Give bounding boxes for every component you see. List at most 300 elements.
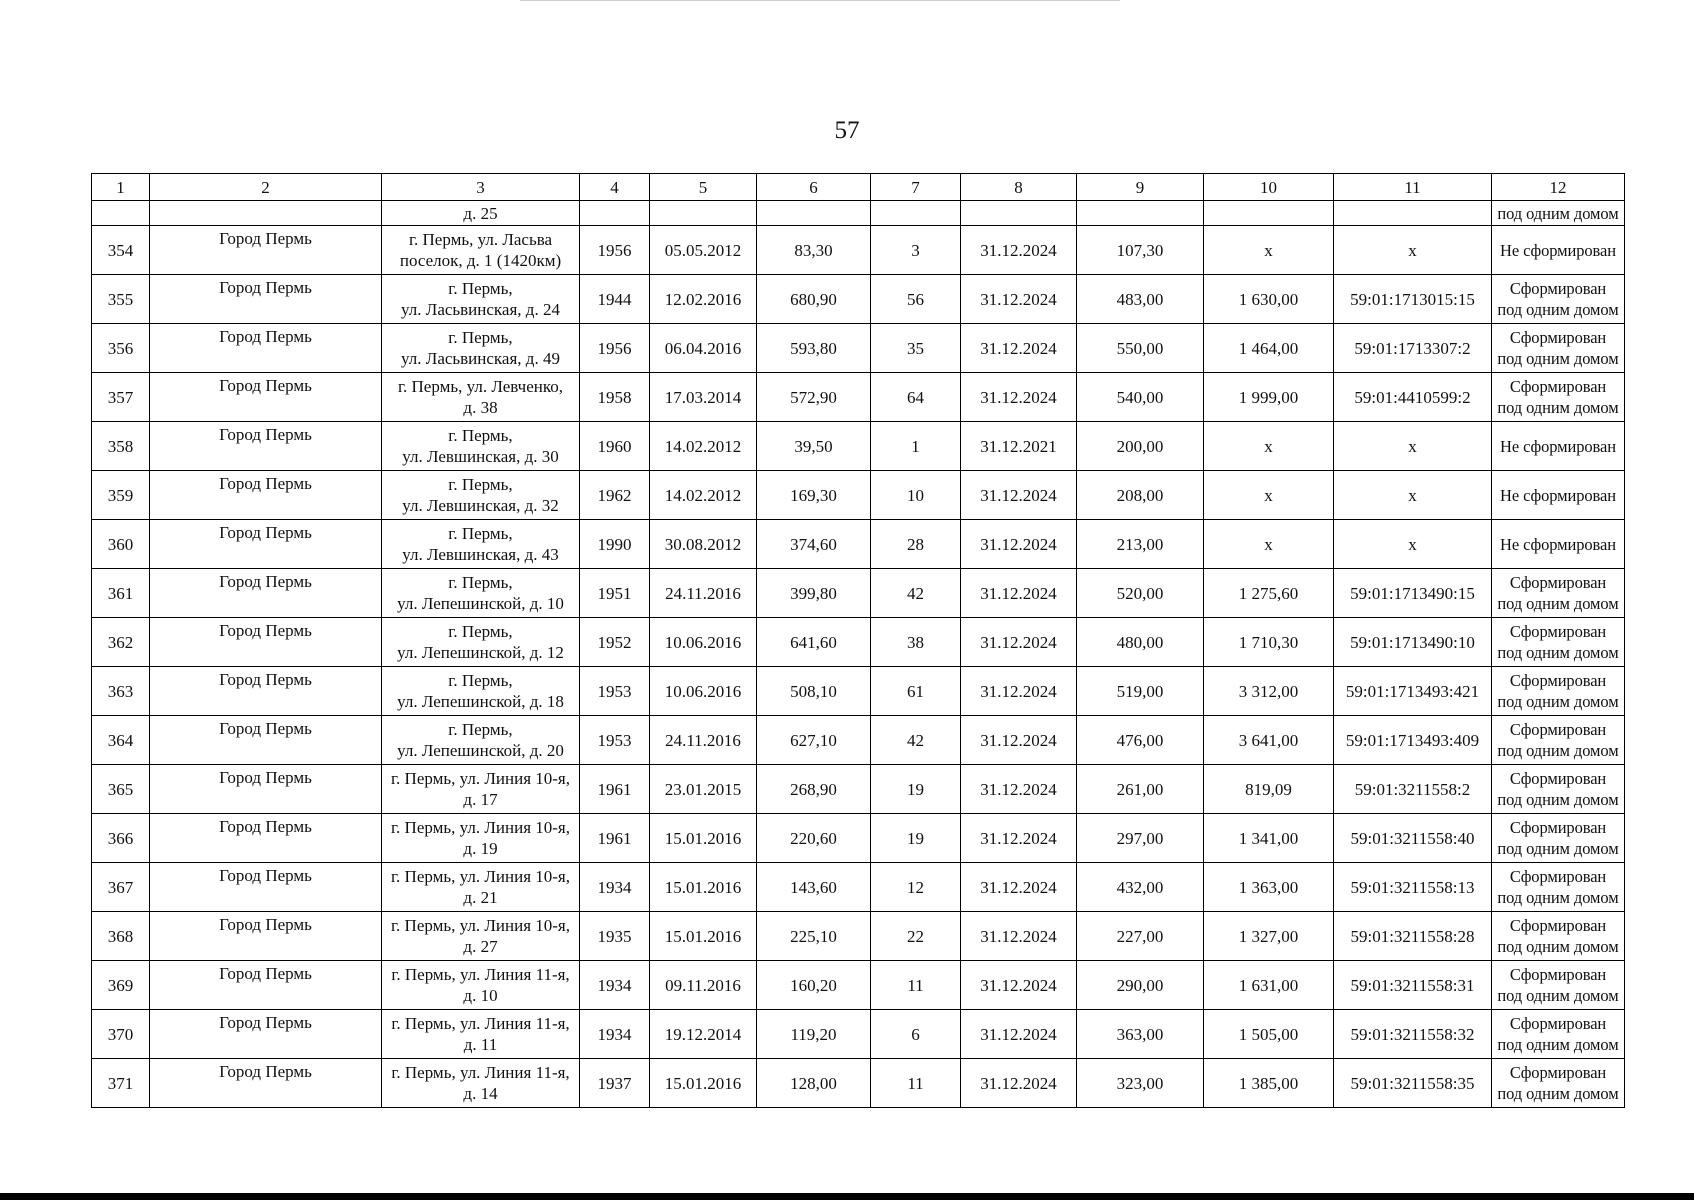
cell-address-line: г. Пермь, (448, 279, 513, 298)
cell-land-status-line: Не сформирован (1500, 436, 1616, 456)
cell-cadastral-number: 59:01:1713493:421 (1334, 667, 1492, 716)
cell-land-area: 1 327,00 (1204, 912, 1334, 961)
cell-empty (757, 201, 871, 226)
cell-address-line: г. Пермь, ул. Линия 11-я, (391, 965, 570, 984)
cell-address-line: д. 14 (463, 1084, 498, 1103)
cell-municipality: Город Пермь (150, 471, 382, 520)
cell-deadline: 31.12.2024 (961, 765, 1077, 814)
cell-residents: 1 (871, 422, 961, 471)
cell-date: 15.01.2016 (650, 863, 757, 912)
cell-land-status-line: Сформирован (1509, 916, 1607, 935)
cell-residents: 19 (871, 814, 961, 863)
column-header: 2 (150, 174, 382, 201)
cell-residents: 12 (871, 863, 961, 912)
cell-area: 641,60 (757, 618, 871, 667)
cell-deadline: 31.12.2024 (961, 863, 1077, 912)
cell-cadastral-number: 59:01:1713490:10 (1334, 618, 1492, 667)
cell-value: 483,00 (1077, 275, 1204, 324)
cell-date: 10.06.2016 (650, 667, 757, 716)
cell-residents: 19 (871, 765, 961, 814)
cell-land-area: 1 999,00 (1204, 373, 1334, 422)
cell-municipality: Город Пермь (150, 1059, 382, 1108)
cell-address (382, 961, 580, 1010)
cell-municipality: Город Пермь (150, 814, 382, 863)
cell-date: 05.05.2012 (650, 226, 757, 275)
cell-deadline: 31.12.2024 (961, 667, 1077, 716)
cell-land-status (1492, 226, 1625, 275)
cell-row-number: 363 (92, 667, 150, 716)
cell-municipality: Город Пермь (150, 324, 382, 373)
cell-land-status-line: под одним домом (1497, 349, 1619, 368)
cell-address-line: ул. Ласьвинская, д. 24 (401, 300, 560, 319)
cell-municipality: Город Пермь (150, 618, 382, 667)
cell-address-line: г. Пермь, ул. Линия 10-я, (391, 916, 570, 935)
cell-area: 593,80 (757, 324, 871, 373)
cell-row-number: 359 (92, 471, 150, 520)
cell-address-line: г. Пермь, ул. Линия 10-я, (391, 769, 570, 788)
table-row (92, 1059, 1625, 1108)
cell-deadline: 31.12.2024 (961, 471, 1077, 520)
cell-row-number: 371 (92, 1059, 150, 1108)
cell-address-line: ул. Лепешинской, д. 12 (397, 643, 564, 662)
cell-land-status-line: Не сформирован (1500, 240, 1616, 260)
cell-cadastral-number: х (1334, 226, 1492, 275)
cell-deadline: 31.12.2024 (961, 618, 1077, 667)
cell-date: 14.02.2012 (650, 471, 757, 520)
cell-land-status (1492, 569, 1625, 618)
cell-value: 519,00 (1077, 667, 1204, 716)
cell-value: 261,00 (1077, 765, 1204, 814)
cell-cadastral-number: 59:01:3211558:40 (1334, 814, 1492, 863)
table-row (92, 373, 1625, 422)
cell-row-number: 361 (92, 569, 150, 618)
cell-value: 200,00 (1077, 422, 1204, 471)
cell-area: 627,10 (757, 716, 871, 765)
cell-land-status (1492, 422, 1625, 471)
cell-land-status (1492, 471, 1625, 520)
cell-address-continuation: д. 25 (382, 201, 580, 226)
cell-address-line: г. Пермь, (448, 622, 513, 641)
cell-empty (1334, 201, 1492, 226)
cell-residents: 3 (871, 226, 961, 275)
cell-cadastral-number: 59:01:1713307:2 (1334, 324, 1492, 373)
column-header: 10 (1204, 174, 1334, 201)
cell-address-line: д. 27 (463, 937, 498, 956)
table-row (92, 275, 1625, 324)
table-row (92, 226, 1625, 275)
cell-empty (92, 201, 150, 226)
cell-cadastral-number: 59:01:3211558:2 (1334, 765, 1492, 814)
cell-date: 06.04.2016 (650, 324, 757, 373)
cell-address-line: г. Пермь, (448, 524, 513, 543)
cell-residents: 64 (871, 373, 961, 422)
cell-deadline: 31.12.2024 (961, 814, 1077, 863)
table-row (92, 471, 1625, 520)
cell-address (382, 520, 580, 569)
cell-address (382, 814, 580, 863)
cell-row-number: 367 (92, 863, 150, 912)
cell-area: 83,30 (757, 226, 871, 275)
cell-land-status-line: Сформирован (1509, 573, 1607, 592)
register-table (91, 173, 1625, 1108)
cell-build-year: 1956 (580, 324, 650, 373)
cell-municipality: Город Пермь (150, 667, 382, 716)
cell-land-status-line: под одним домом (1497, 300, 1619, 319)
column-header: 12 (1492, 174, 1625, 201)
cell-cadastral-number: х (1334, 520, 1492, 569)
cell-empty (650, 201, 757, 226)
cell-date: 19.12.2014 (650, 1010, 757, 1059)
cell-municipality: Город Пермь (150, 961, 382, 1010)
cell-cadastral-number: 59:01:4410599:2 (1334, 373, 1492, 422)
cell-deadline: 31.12.2024 (961, 275, 1077, 324)
cell-area: 225,10 (757, 912, 871, 961)
cell-land-status-line: Сформирован (1509, 965, 1607, 984)
cell-land-area: 1 631,00 (1204, 961, 1334, 1010)
cell-land-area: х (1204, 422, 1334, 471)
cell-land-area: 1 630,00 (1204, 275, 1334, 324)
cell-deadline: 31.12.2024 (961, 373, 1077, 422)
cell-land-status-line: Сформирован (1509, 622, 1607, 641)
cell-deadline: 31.12.2024 (961, 1010, 1077, 1059)
cell-build-year: 1934 (580, 1010, 650, 1059)
cell-residents: 56 (871, 275, 961, 324)
cell-area: 119,20 (757, 1010, 871, 1059)
cell-empty (150, 201, 382, 226)
cell-cadastral-number: 59:01:3211558:28 (1334, 912, 1492, 961)
cell-address-line: г. Пермь, (448, 671, 513, 690)
page-number: 57 (834, 117, 860, 144)
table-row (92, 765, 1625, 814)
cell-land-status-line: под одним домом (1497, 839, 1619, 858)
cell-build-year: 1953 (580, 716, 650, 765)
table-row (92, 814, 1625, 863)
cell-row-number: 362 (92, 618, 150, 667)
cell-row-number: 360 (92, 520, 150, 569)
cell-value: 107,30 (1077, 226, 1204, 275)
cell-row-number: 366 (92, 814, 150, 863)
table-row (92, 961, 1625, 1010)
cell-build-year: 1944 (580, 275, 650, 324)
cell-municipality: Город Пермь (150, 1010, 382, 1059)
cell-empty (961, 201, 1077, 226)
cell-address (382, 1059, 580, 1108)
cell-municipality: Город Пермь (150, 373, 382, 422)
cell-land-status (1492, 1059, 1625, 1108)
cell-build-year: 1937 (580, 1059, 650, 1108)
cell-build-year: 1951 (580, 569, 650, 618)
cell-date: 15.01.2016 (650, 1059, 757, 1108)
cell-land-area: 3 312,00 (1204, 667, 1334, 716)
column-header: 1 (92, 174, 150, 201)
cell-address-line: г. Пермь, (448, 426, 513, 445)
cell-land-status (1492, 716, 1625, 765)
cell-address (382, 471, 580, 520)
cell-deadline: 31.12.2024 (961, 716, 1077, 765)
cell-row-number: 370 (92, 1010, 150, 1059)
cell-land-status-line: Сформирован (1509, 328, 1607, 347)
table-row (92, 520, 1625, 569)
column-header: 7 (871, 174, 961, 201)
cell-land-status-line: Сформирован (1509, 1063, 1607, 1082)
cell-address-line: поселок, д. 1 (1420км) (399, 251, 562, 270)
cell-residents: 6 (871, 1010, 961, 1059)
cell-land-area: 1 275,60 (1204, 569, 1334, 618)
cell-land-area: 1 385,00 (1204, 1059, 1334, 1108)
cell-area: 268,90 (757, 765, 871, 814)
scan-edge-line (520, 0, 1120, 1)
cell-build-year: 1960 (580, 422, 650, 471)
cell-address-line: г. Пермь, ул. Ласьва (408, 230, 553, 249)
cell-value: 550,00 (1077, 324, 1204, 373)
cell-municipality: Город Пермь (150, 226, 382, 275)
cell-cadastral-number: 59:01:3211558:32 (1334, 1010, 1492, 1059)
cell-value: 540,00 (1077, 373, 1204, 422)
cell-address (382, 618, 580, 667)
table-row (92, 324, 1625, 373)
cell-land-area: 1 710,30 (1204, 618, 1334, 667)
cell-land-status-line: Сформирован (1509, 279, 1607, 298)
cell-empty (871, 201, 961, 226)
cell-land-status-line: Сформирован (1509, 671, 1607, 690)
cell-land-status-line: под одним домом (1497, 692, 1619, 711)
cell-build-year: 1990 (580, 520, 650, 569)
cell-address-line: ул. Левшинская, д. 30 (402, 447, 559, 466)
cell-residents: 42 (871, 716, 961, 765)
cell-address-line: ул. Лепешинской, д. 18 (397, 692, 564, 711)
cell-date: 12.02.2016 (650, 275, 757, 324)
cell-land-status (1492, 667, 1625, 716)
cell-build-year: 1961 (580, 814, 650, 863)
cell-land-area: 1 505,00 (1204, 1010, 1334, 1059)
column-header: 6 (757, 174, 871, 201)
cell-land-status (1492, 618, 1625, 667)
cell-value: 480,00 (1077, 618, 1204, 667)
continuation-row (92, 201, 1625, 226)
cell-address-line: д. 17 (463, 790, 498, 809)
cell-address-line: д. 21 (463, 888, 498, 907)
cell-row-number: 364 (92, 716, 150, 765)
cell-cadastral-number: 59:01:3211558:31 (1334, 961, 1492, 1010)
cell-municipality: Город Пермь (150, 863, 382, 912)
cell-area: 160,20 (757, 961, 871, 1010)
cell-value: 208,00 (1077, 471, 1204, 520)
cell-address (382, 912, 580, 961)
cell-build-year: 1934 (580, 961, 650, 1010)
cell-land-status (1492, 961, 1625, 1010)
column-header: 5 (650, 174, 757, 201)
cell-municipality: Город Пермь (150, 912, 382, 961)
cell-date: 09.11.2016 (650, 961, 757, 1010)
cell-area: 169,30 (757, 471, 871, 520)
cell-residents: 42 (871, 569, 961, 618)
cell-date: 30.08.2012 (650, 520, 757, 569)
cell-address (382, 863, 580, 912)
cell-address-line: г. Пермь, ул. Линия 11-я, (391, 1014, 570, 1033)
cell-deadline: 31.12.2024 (961, 1059, 1077, 1108)
cell-land-status-line: Сформирован (1509, 1014, 1607, 1033)
cell-land-status (1492, 765, 1625, 814)
cell-residents: 35 (871, 324, 961, 373)
cell-value: 213,00 (1077, 520, 1204, 569)
column-header: 4 (580, 174, 650, 201)
header-row (92, 174, 1625, 201)
cell-land-status-line: под одним домом (1497, 790, 1619, 809)
table-row (92, 569, 1625, 618)
cell-address-line: ул. Ласьвинская, д. 49 (401, 349, 560, 368)
cell-area: 374,60 (757, 520, 871, 569)
cell-residents: 10 (871, 471, 961, 520)
cell-land-status-line: под одним домом (1497, 398, 1619, 417)
cell-address-line: г. Пермь, ул. Линия 10-я, (391, 867, 570, 886)
table-row (92, 618, 1625, 667)
table-row (92, 716, 1625, 765)
cell-area: 143,60 (757, 863, 871, 912)
cell-address (382, 226, 580, 275)
cell-address (382, 569, 580, 618)
cell-address (382, 373, 580, 422)
cell-residents: 11 (871, 961, 961, 1010)
cell-deadline: 31.12.2021 (961, 422, 1077, 471)
cell-land-status (1492, 373, 1625, 422)
cell-address-line: г. Пермь, (448, 328, 513, 347)
cell-area: 39,50 (757, 422, 871, 471)
cell-municipality: Город Пермь (150, 275, 382, 324)
cell-address-line: г. Пермь, (448, 720, 513, 739)
table-row (92, 667, 1625, 716)
cell-value: 297,00 (1077, 814, 1204, 863)
cell-date: 17.03.2014 (650, 373, 757, 422)
cell-municipality: Город Пермь (150, 520, 382, 569)
cell-build-year: 1962 (580, 471, 650, 520)
cell-municipality: Город Пермь (150, 716, 382, 765)
cell-land-status-line: Сформирован (1509, 720, 1607, 739)
cell-empty (580, 201, 650, 226)
cell-build-year: 1934 (580, 863, 650, 912)
cell-value: 432,00 (1077, 863, 1204, 912)
cell-address (382, 667, 580, 716)
table-body (92, 201, 1625, 1108)
cell-deadline: 31.12.2024 (961, 569, 1077, 618)
cell-row-number: 358 (92, 422, 150, 471)
cell-cadastral-number: 59:01:3211558:13 (1334, 863, 1492, 912)
cell-build-year: 1961 (580, 765, 650, 814)
table-row (92, 1010, 1625, 1059)
cell-empty (1077, 201, 1204, 226)
cell-land-status-continuation: под одним домом (1492, 201, 1625, 226)
cell-address-line: г. Пермь, (448, 573, 513, 592)
cell-land-status-line: под одним домом (1497, 1084, 1619, 1103)
cell-empty (1204, 201, 1334, 226)
cell-address-line: г. Пермь, (448, 475, 513, 494)
cell-address (382, 765, 580, 814)
cell-address-line: ул. Лепешинской, д. 10 (397, 594, 564, 613)
cell-row-number: 356 (92, 324, 150, 373)
cell-deadline: 31.12.2024 (961, 226, 1077, 275)
cell-address-line: г. Пермь, ул. Линия 11-я, (391, 1063, 570, 1082)
cell-date: 14.02.2012 (650, 422, 757, 471)
cell-row-number: 368 (92, 912, 150, 961)
cell-land-status-line: под одним домом (1497, 986, 1619, 1005)
column-header: 3 (382, 174, 580, 201)
table-row (92, 422, 1625, 471)
cell-address-line: г. Пермь, ул. Линия 10-я, (391, 818, 570, 837)
cell-land-status-line: Сформирован (1509, 769, 1607, 788)
cell-municipality: Город Пермь (150, 569, 382, 618)
column-header: 8 (961, 174, 1077, 201)
cell-area: 399,80 (757, 569, 871, 618)
cell-land-area: 3 641,00 (1204, 716, 1334, 765)
cell-land-status-line: Не сформирован (1500, 534, 1616, 554)
cell-date: 15.01.2016 (650, 912, 757, 961)
cell-land-status-line: под одним домом (1497, 643, 1619, 662)
column-header: 11 (1334, 174, 1492, 201)
cell-row-number: 355 (92, 275, 150, 324)
cell-cadastral-number: 59:01:3211558:35 (1334, 1059, 1492, 1108)
cell-address-line: д. 38 (463, 398, 498, 417)
cell-land-status-line: под одним домом (1497, 888, 1619, 907)
column-header: 9 (1077, 174, 1204, 201)
cell-address-line: д. 11 (463, 1035, 498, 1054)
cell-row-number: 354 (92, 226, 150, 275)
cell-land-area: 1 464,00 (1204, 324, 1334, 373)
cell-land-status-line: под одним домом (1497, 594, 1619, 613)
cell-land-status (1492, 520, 1625, 569)
cell-date: 23.01.2015 (650, 765, 757, 814)
cell-area: 508,10 (757, 667, 871, 716)
cell-cadastral-number: х (1334, 471, 1492, 520)
cell-area: 220,60 (757, 814, 871, 863)
cell-build-year: 1952 (580, 618, 650, 667)
cell-date: 24.11.2016 (650, 569, 757, 618)
cell-address (382, 1010, 580, 1059)
cell-address (382, 275, 580, 324)
cell-area: 680,90 (757, 275, 871, 324)
cell-land-status (1492, 912, 1625, 961)
cell-residents: 28 (871, 520, 961, 569)
cell-build-year: 1958 (580, 373, 650, 422)
cell-address (382, 422, 580, 471)
cell-address-line: д. 10 (463, 986, 498, 1005)
cell-value: 363,00 (1077, 1010, 1204, 1059)
cell-land-status (1492, 863, 1625, 912)
cell-land-status-line: Сформирован (1509, 867, 1607, 886)
cell-value: 290,00 (1077, 961, 1204, 1010)
cell-address (382, 324, 580, 373)
cell-residents: 22 (871, 912, 961, 961)
cell-land-status-line: Не сформирован (1500, 485, 1616, 505)
cell-land-status (1492, 324, 1625, 373)
cell-deadline: 31.12.2024 (961, 912, 1077, 961)
cell-address-line: ул. Левшинская, д. 43 (402, 545, 559, 564)
cell-value: 476,00 (1077, 716, 1204, 765)
cell-residents: 11 (871, 1059, 961, 1108)
cell-land-status-line: под одним домом (1497, 937, 1619, 956)
cell-land-status (1492, 275, 1625, 324)
cell-cadastral-number: 59:01:1713493:409 (1334, 716, 1492, 765)
table-row (92, 863, 1625, 912)
cell-land-status (1492, 814, 1625, 863)
cell-value: 520,00 (1077, 569, 1204, 618)
cell-area: 128,00 (757, 1059, 871, 1108)
cell-cadastral-number: 59:01:1713015:15 (1334, 275, 1492, 324)
cell-land-status-line: Сформирован (1509, 377, 1607, 396)
table-row (92, 912, 1625, 961)
cell-address-line: ул. Лепешинской, д. 20 (397, 741, 564, 760)
cell-land-area: 1 341,00 (1204, 814, 1334, 863)
cell-land-area: х (1204, 471, 1334, 520)
cell-cadastral-number: 59:01:1713490:15 (1334, 569, 1492, 618)
